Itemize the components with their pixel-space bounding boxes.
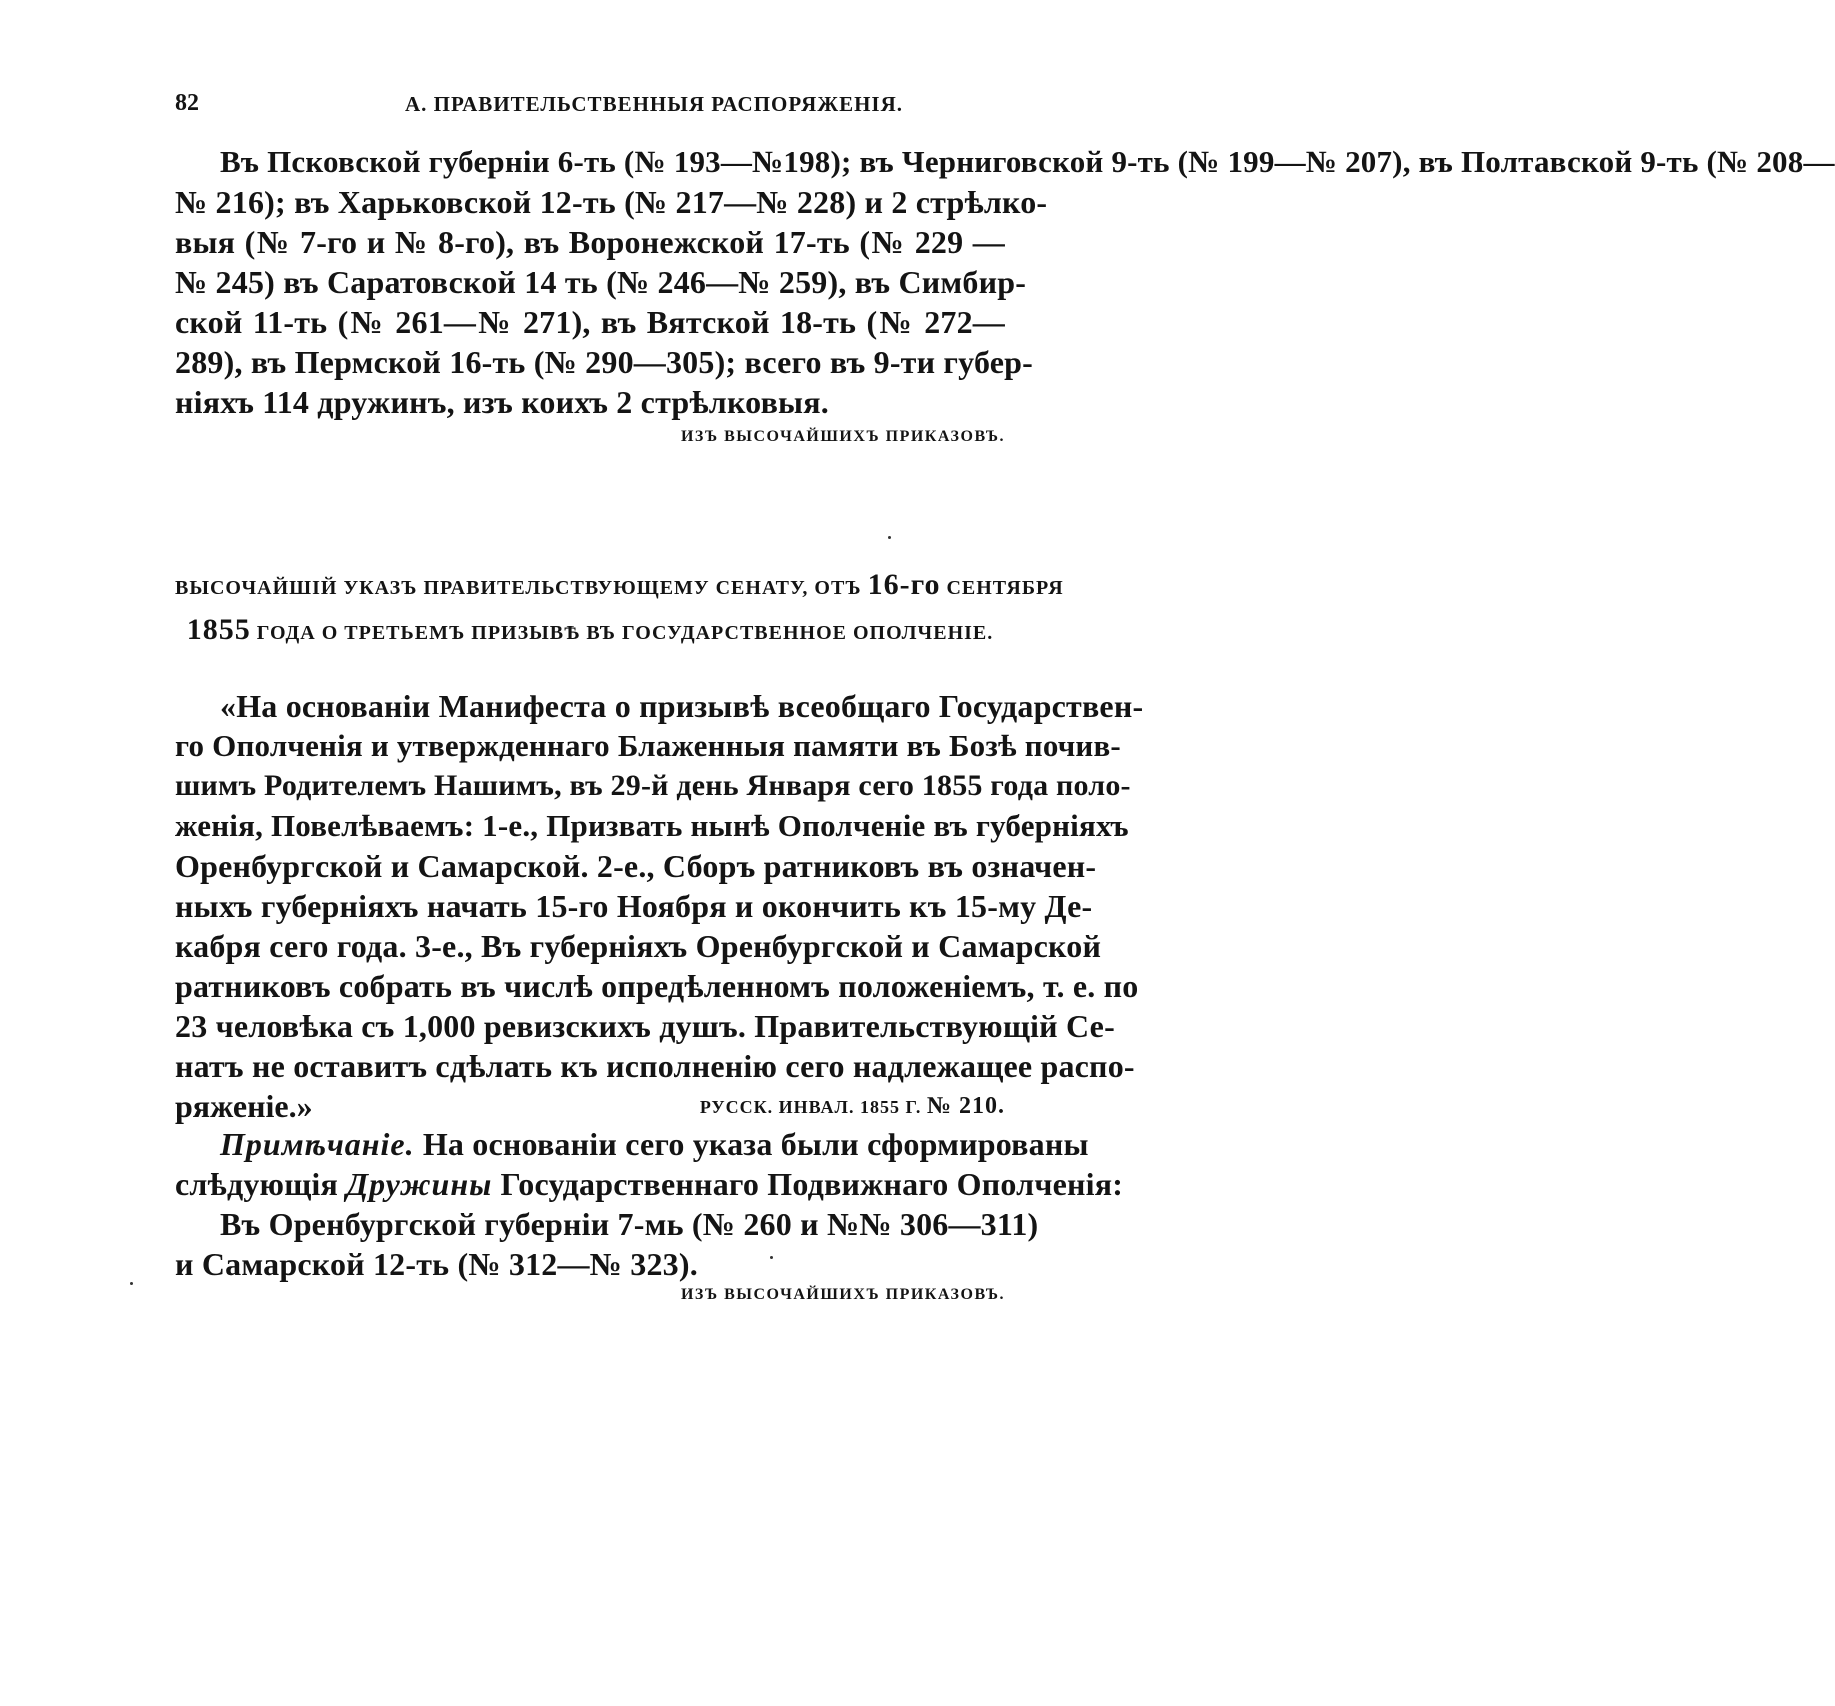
print-speck [130,1282,133,1285]
text-line: выя (№ 7-го и № 8-го), въ Воронежской 17-ть (№ 229 — [175,224,1005,260]
note-section [175,1124,1124,1304]
text-line: женія, Повелѣваемъ: 1-е., Призвать нынѣ Ополченіе въ губерніяхъ [175,808,1129,843]
newspaper-reference: РУССК. ИНВАЛ. 1855 Г. № 210. [699,1092,1005,1119]
note-label: Примѣчаніе. [220,1126,415,1162]
text-line: шимъ Родителемъ Нашимъ, въ 29-й день Января сего 1855 года поло- [175,769,1131,802]
page-number: 82 [175,90,199,116]
decree-title [175,565,1064,655]
decree-reference-line [175,1086,1005,1126]
text-line: натъ не оставитъ сдѣлать къ исполненію сего надлежащее распо- [175,1048,1135,1084]
text-line: ніяхъ 114 дружинъ, изъ коихъ 2 стрѣлковыя. [175,384,829,420]
text-line: ряженіе.» [175,1088,313,1124]
note-line: слѣдующія Дружины Государственнаго Подвижнаго Ополченія: [175,1166,1124,1202]
section-druzhina-list [175,142,1835,446]
text-line: кабря сего года. 3-е., Въ губерніяхъ Оренбургской и Самарской [175,928,1102,964]
decree-title-line2: 1855 ГОДА О ТРЕТЬЕМЪ ПРИЗЫВѢ ВЪ ГОСУДАРСТВЕННОЕ ОПОЛЧЕНІЕ. [186,613,994,646]
text-line: № 245) въ Саратовской 14 ть (№ 246—№ 259), въ Симбир- [175,264,1027,300]
decree-body [175,686,1144,1126]
text-line: Оренбургской и Самарской. 2-е., Сборъ ратниковъ въ означен- [175,848,1097,884]
text-line: ской 11-ть (№ 261—№ 271), въ Вятской 18-ть (№ 272— [175,304,1005,340]
page-header [175,90,1005,130]
text-line: ныхъ губерніяхъ начать 15-го Ноября и окончить къ 15-му Де- [175,888,1093,924]
source-citation: ИЗЪ ВЫСОЧАЙШИХЪ ПРИКАЗОВЪ. [680,428,1005,445]
text-line: Въ Псковской губерніи 6-ть (№ 193—№198); въ Черниговской 9-ть (№ 199—№ 207), въ Полтавской 9-ть (№ 208— [220,144,1835,179]
text-line: «На основаніи Манифеста о призывѣ всеобщаго Государствен- [220,688,1144,724]
note-line: Въ Оренбургской губерніи 7-мь (№ 260 и №№ 306—311) [220,1206,1039,1242]
text-line: ратниковъ собрать въ числѣ опредѣленномъ положеніемъ, т. е. по [175,968,1139,1004]
note-line: и Самарской 12-ть (№ 312—№ 323). [175,1246,698,1282]
text-line: 23 человѣка съ 1,000 ревизскихъ душъ. Правительствующій Се- [175,1008,1115,1044]
print-speck [888,536,891,539]
text-line: 289), въ Пермской 16-ть (№ 290—305); всего въ 9-ти губер- [175,344,1033,380]
source-citation: ИЗЪ ВЫСОЧАЙШИХЪ ПРИКАЗОВЪ. [680,1286,1005,1303]
print-speck [770,1256,773,1259]
note-line: Примѣчаніе. На основаніи сего указа были сформированы [220,1126,1089,1162]
running-title: А. ПРАВИТЕЛЬСТВЕННЫЯ РАСПОРЯЖЕНІЯ. [405,92,904,116]
text-line: го Ополченія и утвержденнаго Блаженныя памяти въ Бозѣ почив- [175,728,1121,763]
text-line: № 216); въ Харьковской 12-ть (№ 217—№ 228) и 2 стрѣлко- [175,184,1048,220]
decree-title-line1: ВЫСОЧАЙШІЙ УКАЗЪ ПРАВИТЕЛЬСТВУЮЩЕМУ СЕНАТУ, ОТЪ 16-го СЕНТЯБРЯ [175,568,1064,601]
